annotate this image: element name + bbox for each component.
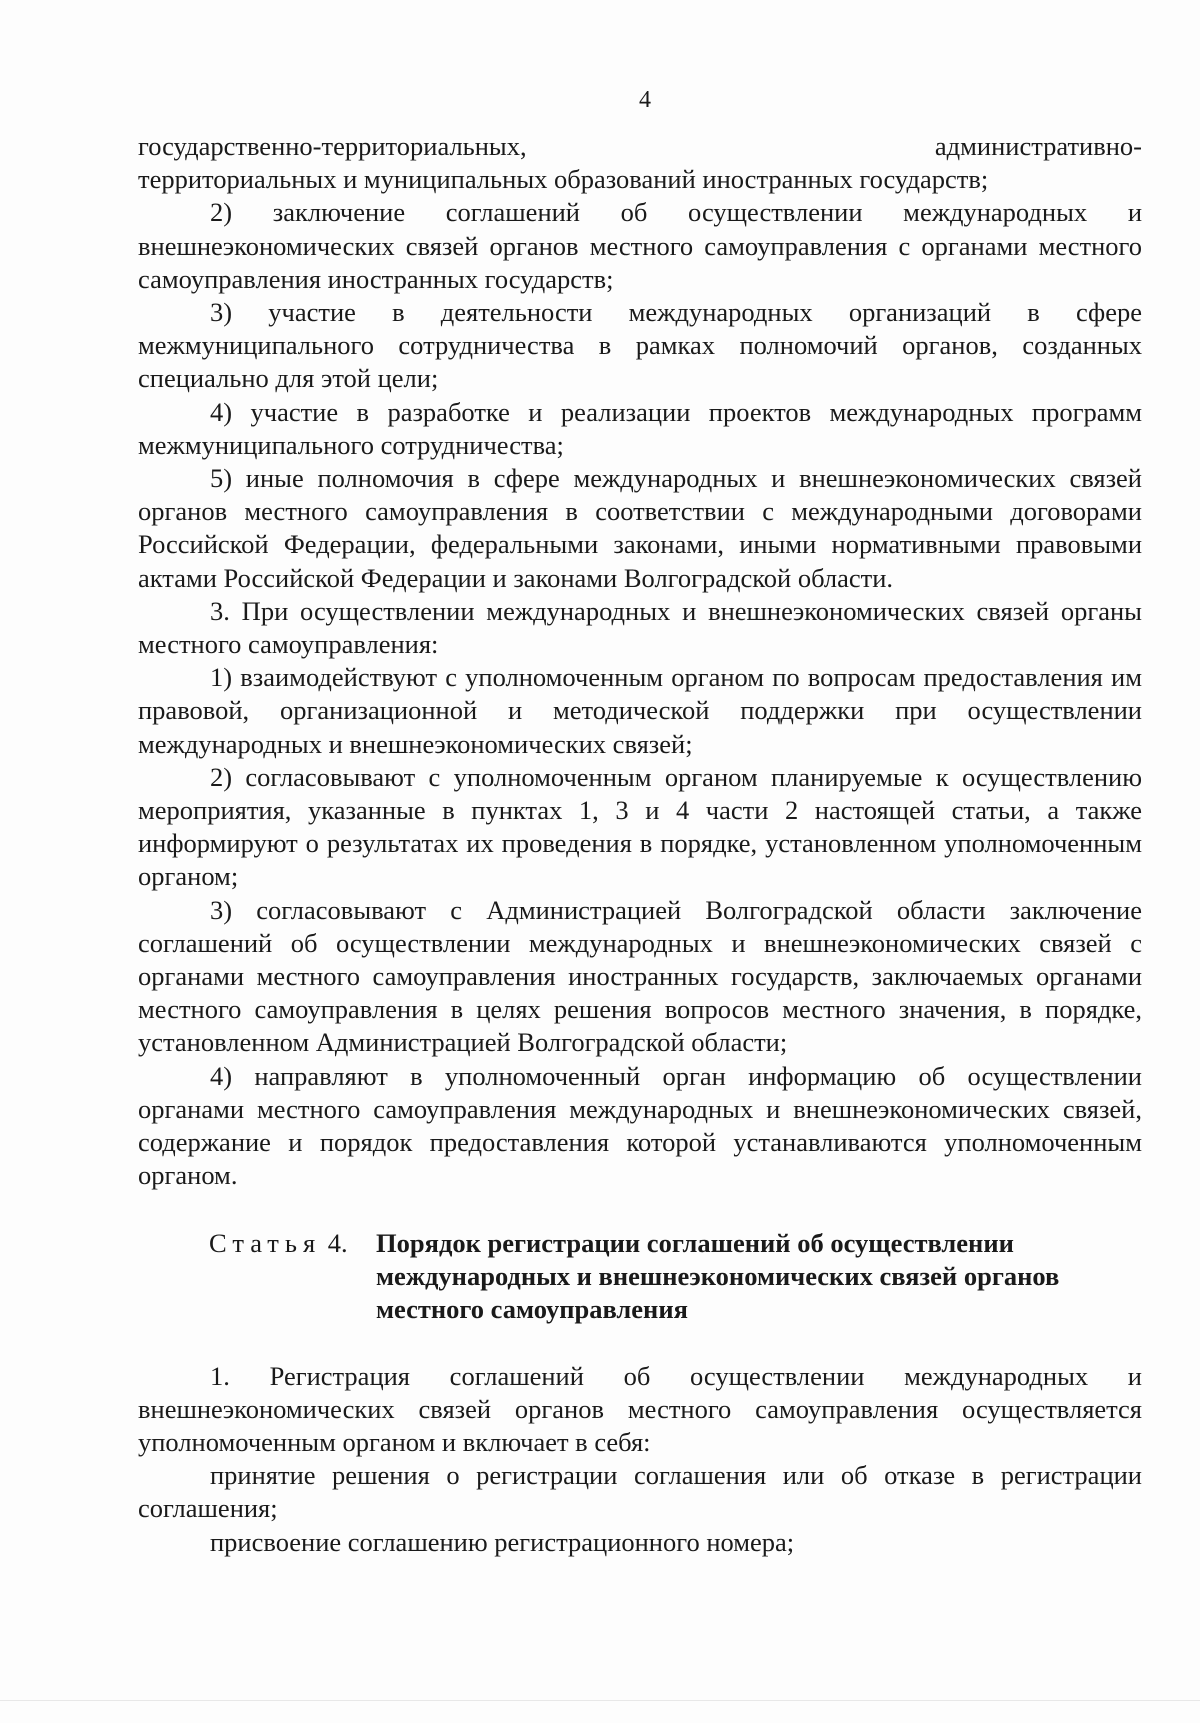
article-label [209,1227,348,1260]
scan-edge-line [0,1700,1200,1701]
paragraph-item: принятие решения о регистрации соглашения или об отказе в регистрации соглашения; [138,1460,1142,1524]
paragraph-item: 2) заключение соглашений об осуществлении международных и внешнеэкономических связей органов местного самоуправления с органами местного самоуправления иностранных государств; [138,197,1142,294]
paragraph-item: 4) направляют в уполномоченный орган информацию об осуществлении органами местного самоуправления международных и внешнеэкономических связей, содержание и порядок предоставления которой устанавливаются уполномоченным органом. [138,1060,1142,1191]
paragraph-part: 3. При осуществлении международных и внешнеэкономических связей органы местного самоуправления: [138,595,1142,660]
paragraph-part: 1. Регистрация соглашений об осуществлении международных и внешнеэкономических связей органов местного самоуправления осуществляется уполномоченным органом и включает в себя: [138,1360,1142,1457]
article-label-word: Статья [209,1227,322,1258]
paragraph-item: 3) участие в деятельности международных организаций в сфере межмуниципального сотрудничества в рамках полномочий органов, созданных специально для этой цели; [138,297,1142,394]
paragraph-continuation: государственно-территориальных, административно-территориальных и муниципальных образований иностранных государств; [138,131,1142,195]
paragraph-item: 4) участие в разработке и реализации проектов международных программ межмуниципального сотрудничества; [138,396,1142,460]
paragraph-item: 5) иные полномочия в сфере международных и внешнеэкономических связей органов местного самоуправления в соответствии с международными договорами Российской Федерации, федеральными законами, иными нормативными правовыми актами Российской Федерации и законами Волгоградской области. [138,463,1142,593]
paragraph-item: 1) взаимодействуют с уполномоченным органом по вопросам предоставления им правовой, организационной и методической поддержки при осуществлении международных и внешнеэкономических связей; [138,662,1142,759]
page-number: 4 [639,87,651,113]
article-title: Порядок регистрации соглашений об осуществлении международных и внешнеэкономических связей органов местного самоуправления [376,1227,1060,1324]
paragraph-item: 3) согласовывают с Администрацией Волгоградской области заключение соглашений об осуществлении международных и внешнеэкономических связей с органами местного самоуправления иностранных государств, заключаемых органами местного самоуправления в целях решения вопросов местного значения, в порядке, установленном Администрацией Волгоградской области; [138,894,1142,1058]
paragraph-item: присвоение соглашению регистрационного номера; [210,1526,795,1557]
article-heading [138,1227,1142,1326]
document-body [138,130,1142,1559]
paragraph-item: 2) согласовывают с уполномоченным органом планируемые к осуществлению мероприятия, указанные в пунктах 1, 3 и 4 части 2 настоящей статьи, а также информируют о результатах их проведения в порядке, установленном уполномоченным органом; [138,761,1142,892]
article-label-number: 4. [327,1227,348,1258]
